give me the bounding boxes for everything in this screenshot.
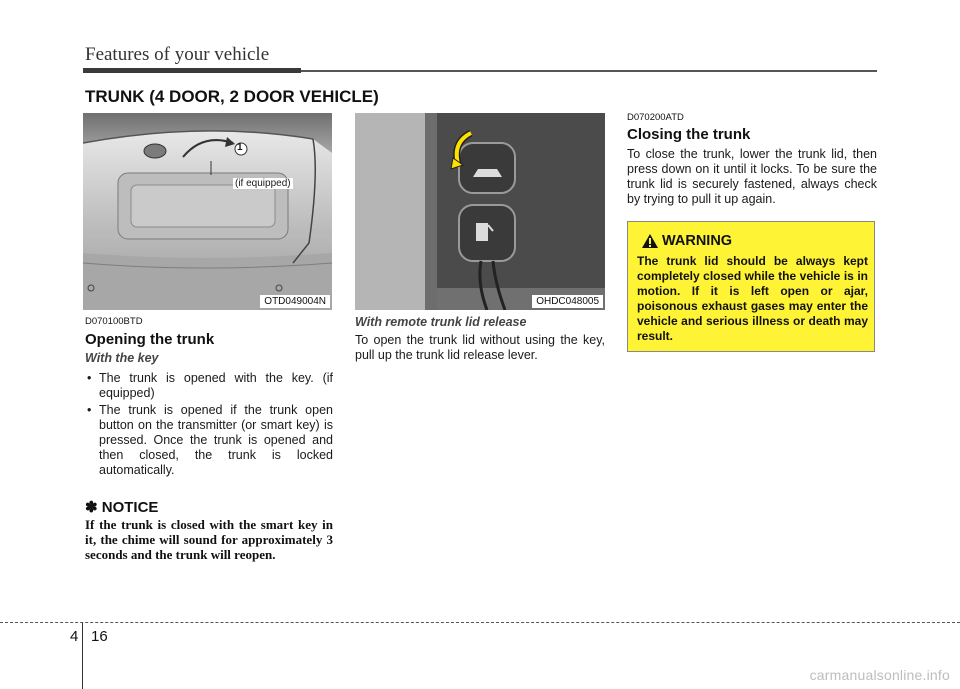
trunk-exterior-illustration: [83, 113, 332, 310]
trunk-release-photo: [355, 113, 605, 310]
callout-number: 1: [237, 142, 243, 153]
closing-body: To close the trunk, lower the trunk lid, then press down on it until it locks. To be sure the trunk lid is securely fastened, always check by trying to pull it up again.: [627, 147, 877, 206]
warning-label: WARNING: [662, 233, 733, 249]
notice-body: If the trunk is closed with the smart key in it, the chime will sound for approximately 3 seconds and the trunk will reopen.: [85, 517, 333, 562]
list-item: • The trunk is opened with the key. (if equipped): [85, 371, 333, 401]
list-item: • The trunk is opened if the trunk open button on the transmitter (or smart key) is pressed. Once the trunk is opened and then closed, the trunk is locked automatically.: [85, 403, 333, 478]
with-key-subheading: With the key: [85, 351, 159, 365]
header-rule: [301, 70, 877, 72]
page-header-title: Features of your vehicle: [85, 44, 270, 65]
page-number: 16: [91, 628, 108, 645]
header-bar: [83, 68, 301, 73]
section-code: D070100BTD: [85, 316, 143, 327]
section-title: TRUNK (4 DOOR, 2 DOOR VEHICLE): [85, 87, 379, 106]
warning-box: [627, 221, 875, 352]
footer-divider: [0, 622, 960, 623]
image-code: OHDC048005: [532, 295, 603, 308]
watermark: carmanualsonline.info: [809, 667, 950, 683]
release-lever-illustration: [355, 113, 605, 310]
warning-header: [642, 233, 732, 249]
section-code: D070200ATD: [627, 112, 684, 123]
remote-release-body: To open the trunk lid without using the key, pull up the trunk lid release lever.: [355, 333, 605, 362]
image-code: OTD049004N: [260, 295, 330, 308]
notice-title: ✽ NOTICE: [85, 499, 159, 516]
warning-body: The trunk lid should be always kept completely closed while the vehicle is in motion. If it is left open or ajar, poisonous exhaust gases may enter the vehicle and serious illness or death may result.: [637, 254, 868, 343]
footer-vertical-rule: [82, 623, 83, 689]
callout-text: (if equipped): [235, 178, 291, 189]
remote-release-subheading: With remote trunk lid release: [355, 315, 527, 329]
trunk-exterior-photo: [83, 113, 332, 310]
opening-heading: Opening the trunk: [85, 331, 215, 348]
chapter-number: 4: [70, 628, 79, 645]
warning-triangle-icon: [642, 234, 658, 248]
closing-heading: Closing the trunk: [627, 126, 751, 143]
opening-bullets: [85, 371, 333, 480]
